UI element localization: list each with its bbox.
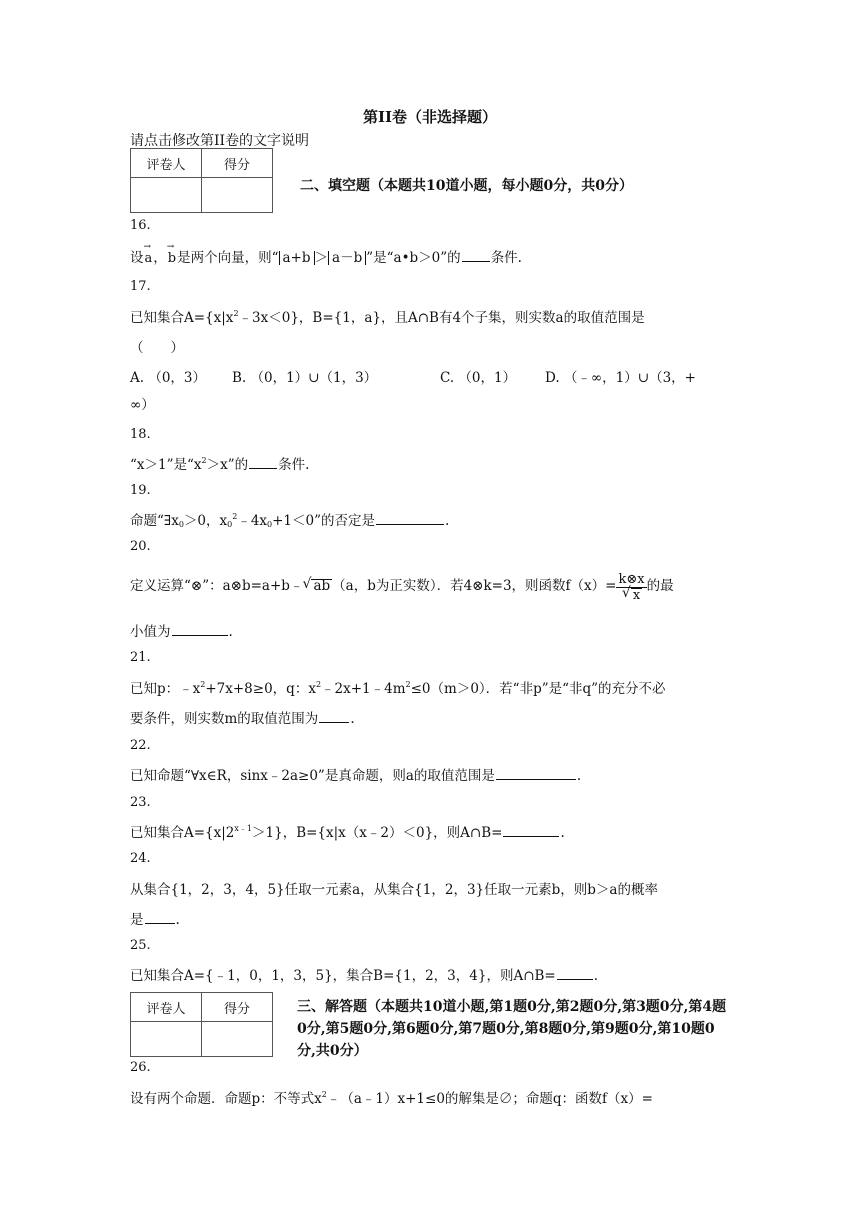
option-d-cont: ∞）	[130, 397, 155, 413]
superscript: 2	[315, 680, 322, 689]
q16-text: ＞	[314, 250, 329, 266]
question-21-line2	[130, 707, 355, 727]
section-answer-title: 三、解答题（本题共10道小题,第1题0分,第2题0分,第3题0分,第4题0分,第5题0分,第6题0分,第7题0分,第8题0分,第9题0分,第10题0分,共0分）	[297, 999, 727, 1059]
question-22	[130, 764, 581, 784]
question-number: 25.	[130, 938, 151, 953]
superscript: 2	[321, 1090, 327, 1099]
q21-text: .	[350, 711, 355, 727]
question-19	[130, 509, 449, 529]
q26-text: 设有两个命题．命题p：不等式x	[130, 1091, 322, 1107]
q17-text: 已知集合A={x|x	[130, 310, 234, 326]
question-26	[130, 1087, 653, 1107]
question-21	[130, 677, 666, 697]
question-17	[130, 306, 645, 326]
option-b[interactable]: B. （0，1）∪（1，3）	[232, 370, 378, 386]
answer-blank[interactable]	[145, 922, 175, 924]
answer-blank[interactable]	[503, 835, 559, 837]
question-20-line2	[130, 620, 233, 640]
q16-text: 条件.	[490, 250, 522, 266]
subscript: 0	[267, 520, 273, 529]
q25-text: 已知集合A={﹣1，0，1，3，5}，集合B={1，2，3，4}，则A∩B=	[130, 968, 556, 984]
q22-text: 已知命题“∀x∈R，sinx﹣2a≥0”是真命题，则a的取值范围是	[130, 768, 495, 784]
question-number: 18.	[130, 427, 151, 442]
question-23	[130, 821, 565, 841]
q23-text: ＞1}，B={x|x（x﹣2）＜0}，则A∩B=	[252, 825, 503, 841]
q19-text: 命题“∃x	[130, 513, 179, 529]
vector-a: → a	[144, 251, 154, 266]
sqrt-ab: √ ab	[311, 579, 332, 593]
q17-text: ﹣3x＜0}，B={1，a}，且A∩B有4个子集，则实数a的取值范围是	[238, 310, 645, 326]
question-number: 23.	[130, 795, 151, 810]
section-note: 请点击修改第II卷的文字说明	[130, 133, 310, 149]
q21-text: +7x+8≥0，q：x	[205, 681, 316, 697]
option-c[interactable]: C. （0，1）	[440, 370, 517, 386]
question-24: 从集合{1，2，3，4，5}任取一元素a，从集合{1，2，3}任取一元素b，则b＞a的概率	[130, 882, 658, 898]
answer-paren: （ ）	[130, 340, 184, 356]
q26-text: ﹣（a﹣1）x+1≤0的解集是∅；命题q：函数f（x）=	[326, 1091, 653, 1107]
superscript: x﹣1	[234, 824, 253, 833]
superscript: 2	[233, 309, 239, 318]
superscript: 2	[405, 680, 411, 689]
abs-diff: a－b	[328, 251, 366, 265]
score-cell[interactable]	[202, 178, 273, 213]
q23-text: 已知集合A={x|2	[130, 825, 235, 841]
q20-text: 定义运算“⊗”：a⊗b=a+b﹣	[130, 578, 304, 594]
grader-header: 评卷人	[131, 149, 202, 178]
denominator: √ x	[631, 588, 642, 602]
q16-text: 设	[130, 250, 144, 266]
page-title: 第II卷（非选择题）	[362, 108, 498, 126]
answer-blank[interactable]	[557, 978, 593, 980]
q16-text: ”的	[440, 250, 461, 266]
q21-text: 已知p：﹣x	[130, 681, 201, 697]
grader-cell[interactable]	[131, 178, 202, 213]
vector-b: → b	[167, 251, 177, 266]
question-24-line2	[130, 908, 180, 928]
grader-cell[interactable]	[131, 1022, 202, 1057]
superscript: 2	[201, 456, 207, 465]
score-header: 得分	[202, 993, 273, 1022]
q16-text: ，	[153, 250, 167, 266]
q19-text: .	[445, 513, 450, 529]
superscript: 2	[232, 512, 238, 521]
dot-product: a•b	[393, 250, 419, 266]
question-18	[130, 453, 309, 473]
option-a[interactable]: A. （0，3）	[130, 370, 207, 386]
question-number: 24.	[130, 851, 151, 866]
score-cell[interactable]	[202, 1022, 273, 1057]
question-25	[130, 964, 598, 984]
grader-header: 评卷人	[131, 993, 202, 1022]
q16-text: ＞0	[418, 250, 441, 266]
question-number: 26.	[130, 1060, 151, 1075]
q21-text: ≤0（m＞0）．若“非p”是“非q”的充分不必	[410, 681, 666, 697]
answer-blank[interactable]	[376, 523, 444, 525]
question-number: 16.	[130, 218, 151, 233]
q16-text: ”是“	[366, 250, 394, 266]
q20-text: 的最	[646, 578, 674, 594]
q21-text: 要条件，则实数m的取值范围为	[130, 711, 319, 727]
abs-sum: a+b	[279, 251, 315, 265]
q20-text: （a，b为正实数）．若4⊗k=3，则函数f（x）=	[332, 578, 617, 594]
q19-text: ﹣4x	[237, 513, 268, 529]
answer-blank[interactable]	[496, 778, 576, 780]
q20-text: .	[228, 624, 233, 640]
q24-text: 是	[130, 912, 144, 928]
q22-text: .	[576, 768, 582, 784]
subscript: 0	[178, 520, 184, 529]
answer-blank[interactable]	[462, 260, 490, 262]
q18-text: 条件.	[278, 457, 310, 473]
numerator: k⊗x	[618, 571, 645, 587]
q25-text: .	[593, 968, 599, 984]
question-number: 20.	[130, 539, 151, 554]
question-number: 17.	[130, 279, 151, 294]
question-20	[130, 566, 674, 606]
section-fill-title: 二、填空题（本题共10道小题，每小题0分，共0分）	[300, 178, 633, 194]
score-table	[130, 148, 273, 213]
q21-text: ﹣2x+1﹣4m	[321, 681, 406, 697]
q23-text: .	[560, 825, 565, 841]
answer-blank[interactable]	[172, 634, 228, 636]
answer-blank[interactable]	[249, 467, 277, 469]
score-table	[130, 992, 273, 1057]
question-number: 22.	[130, 738, 151, 753]
question-number: 21.	[130, 650, 151, 665]
q20-text: 小值为	[130, 624, 171, 640]
subscript: 0	[227, 520, 233, 529]
score-header: 得分	[202, 149, 273, 178]
q16-text: 是两个向量，则“	[177, 250, 279, 266]
question-number: 19.	[130, 483, 151, 498]
superscript: 2	[200, 680, 206, 689]
q19-text: +1＜0”的否定是	[272, 513, 376, 529]
answer-blank[interactable]	[319, 721, 349, 723]
q18-text: “x＞1”是“x	[130, 457, 202, 473]
q19-text: ＞0，x	[183, 513, 228, 529]
q18-text: ＞x”的	[206, 457, 249, 473]
option-d[interactable]: D. （﹣∞，1）∪（3，+	[545, 370, 696, 386]
question-16	[130, 246, 522, 266]
fraction	[616, 572, 646, 602]
q24-text: .	[175, 912, 180, 928]
